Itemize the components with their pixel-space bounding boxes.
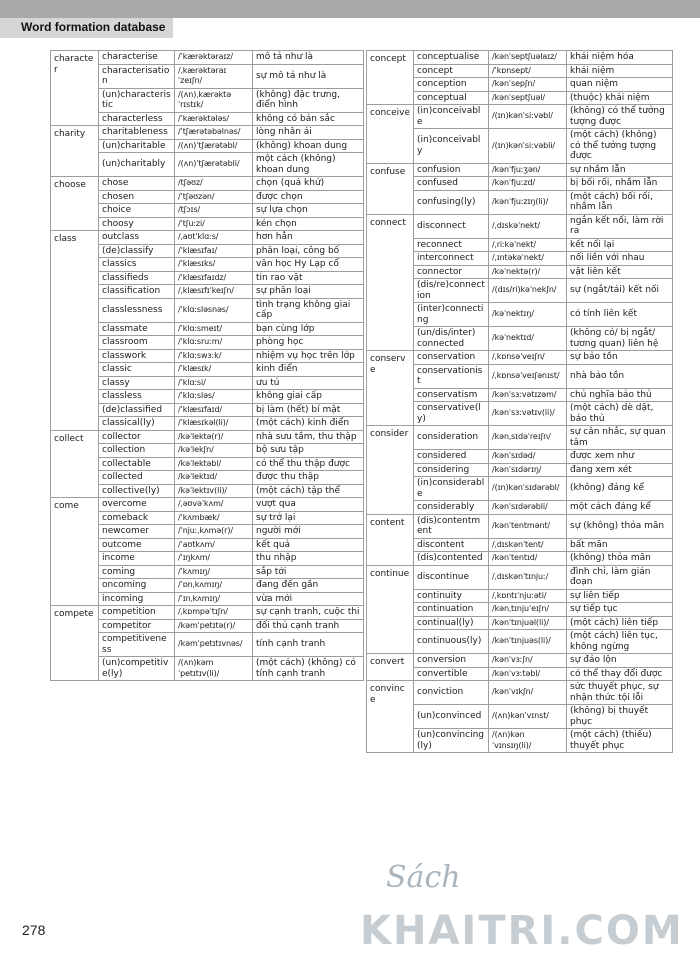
meaning: có tính liên kết	[567, 303, 673, 327]
derived-word: classifieds	[99, 271, 175, 285]
pronunciation: /(dɪs/ri)kəˈnekʃn/	[489, 279, 567, 303]
root-word: compete	[51, 606, 99, 681]
pronunciation: /kənˈseptʃuəl/	[489, 91, 567, 105]
pronunciation: /ˌkɒnsəˈveɪʃn/	[489, 351, 567, 365]
pronunciation: /kəmˈpetɪtɪvnəs/	[175, 633, 253, 657]
derived-word: collective(ly)	[99, 484, 175, 498]
pronunciation: /ˈklæsɪfaɪd/	[175, 403, 253, 417]
derived-word: considering	[414, 463, 489, 477]
meaning: sự (ngắt/tái) kết nối	[567, 279, 673, 303]
meaning: không giai cấp	[253, 390, 364, 404]
derived-word: characterless	[99, 112, 175, 126]
derived-word: choosy	[99, 217, 175, 231]
meaning: (không) đáng kể	[567, 477, 673, 501]
derived-word: choice	[99, 204, 175, 218]
meaning: bị bối rối, nhầm lẫn	[567, 177, 673, 191]
derived-word: concept	[414, 64, 489, 78]
root-word: continue	[367, 565, 414, 654]
meaning: sự liên tiếp	[567, 589, 673, 603]
derived-word: (in)considerable	[414, 477, 489, 501]
table-row	[367, 654, 673, 668]
derived-word: collection	[99, 444, 175, 458]
derived-word: discontent	[414, 538, 489, 552]
derived-word: disconnect	[414, 214, 489, 238]
derived-word: connector	[414, 265, 489, 279]
meaning: vật liên kết	[567, 265, 673, 279]
derived-word: (un)competitive(ly)	[99, 657, 175, 681]
derived-word: (un)charitably	[99, 153, 175, 177]
pronunciation: /ˈklæsɪfaɪ/	[175, 244, 253, 258]
meaning: sự trở lại	[253, 511, 364, 525]
derived-word: continual(ly)	[414, 616, 489, 630]
meaning: bất mãn	[567, 538, 673, 552]
derived-word: classical(ly)	[99, 417, 175, 431]
table-row	[51, 430, 364, 444]
pronunciation: /kənˈseptʃuəlaɪz/	[489, 51, 567, 65]
pronunciation: /(ʌn)kənˈvɪnsɪŋ(li)/	[489, 729, 567, 753]
derived-word: chosen	[99, 190, 175, 204]
derived-word: classroom	[99, 336, 175, 350]
table-row	[51, 498, 364, 512]
pronunciation: /kəˈlektɪv(li)/	[175, 484, 253, 498]
derived-word: conceptual	[414, 91, 489, 105]
pronunciation: /kənˈvɜːʃn/	[489, 654, 567, 668]
meaning: phòng học	[253, 336, 364, 350]
derived-word: (in)conceivable	[414, 105, 489, 129]
derived-word: confusion	[414, 163, 489, 177]
meaning: mô tả như là	[253, 51, 364, 65]
derived-word: (un)convinced	[414, 705, 489, 729]
table-row	[51, 606, 364, 620]
derived-word: income	[99, 552, 175, 566]
pronunciation: /ˌdɪskəˈnekt/	[489, 214, 567, 238]
pronunciation: /kənˈsepʃn/	[489, 78, 567, 92]
pronunciation: /ˈklɑːsi/	[175, 376, 253, 390]
pronunciation: /(ɪn)kənˈsiːvəbli/	[489, 129, 567, 164]
table-row	[51, 126, 364, 140]
derived-word: interconnect	[414, 252, 489, 266]
meaning: (một cách) (thiếu) thuyết phục	[567, 729, 673, 753]
pronunciation: /kənˈsɜːvətɪzəm/	[489, 388, 567, 402]
pronunciation: /ˈkʌmɪŋ/	[175, 565, 253, 579]
meaning: sức thuyết phục, sự nhận thức tội lỗi	[567, 681, 673, 705]
pronunciation: /kənˈsɜːvətɪv(li)/	[489, 402, 567, 426]
meaning: kinh điển	[253, 363, 364, 377]
derived-word: characterisation	[99, 64, 175, 88]
derived-word: overcome	[99, 498, 175, 512]
root-word: character	[51, 51, 99, 126]
meaning: tình trạng không giai cấp	[253, 298, 364, 322]
meaning: đình chỉ, làm gián đoạn	[567, 565, 673, 589]
watermark-logo	[360, 858, 700, 966]
derived-word: (un)charitable	[99, 139, 175, 153]
meaning: sự cân nhắc, sự quan tâm	[567, 426, 673, 450]
meaning: (thuộc) khái niệm	[567, 91, 673, 105]
derived-word: classlessness	[99, 298, 175, 322]
derived-word: comeback	[99, 511, 175, 525]
derived-word: classification	[99, 285, 175, 299]
root-word: connect	[367, 214, 414, 351]
pronunciation: /kəˈlektə(r)/	[175, 430, 253, 444]
meaning: đang xem xét	[567, 463, 673, 477]
derived-word: (un)characteristic	[99, 88, 175, 112]
meaning: sự (không) thỏa mãn	[567, 514, 673, 538]
derived-word: incoming	[99, 592, 175, 606]
meaning: được chọn	[253, 190, 364, 204]
root-word: content	[367, 514, 414, 565]
derived-word: characterise	[99, 51, 175, 65]
pronunciation: /ˌaʊtˈklɑːs/	[175, 231, 253, 245]
meaning: lòng nhân ái	[253, 126, 364, 140]
meaning: (một cách) (không) có thể tưởng tượng được	[567, 129, 673, 164]
pronunciation: /ˌdɪskənˈtent/	[489, 538, 567, 552]
pronunciation: /kənˈfjuːʒən/	[489, 163, 567, 177]
table-row	[367, 681, 673, 705]
derived-word: collector	[99, 430, 175, 444]
table-row	[367, 514, 673, 538]
pronunciation: /kəˈlektɪd/	[175, 471, 253, 485]
meaning: khái niệm hóa	[567, 51, 673, 65]
derived-word: (inter)connecting	[414, 303, 489, 327]
pronunciation: /kəmˈpetɪtə(r)/	[175, 619, 253, 633]
meaning: chọn (quá khứ)	[253, 177, 364, 191]
pronunciation: /kənˈtentmənt/	[489, 514, 567, 538]
meaning: (một cách) tập thể	[253, 484, 364, 498]
section-title-box	[0, 18, 173, 38]
pronunciation: /ˌriːkəˈnekt/	[489, 238, 567, 252]
pronunciation: /kənˈfjuːzɪŋ(li)/	[489, 190, 567, 214]
derived-word: (de)classified	[99, 403, 175, 417]
derived-word: considerably	[414, 501, 489, 515]
pronunciation: /ˌɪntəkəˈnekt/	[489, 252, 567, 266]
meaning: tính cạnh tranh	[253, 633, 364, 657]
pronunciation: /(ʌn)kəmˈpetɪtɪv(li)/	[175, 657, 253, 681]
table-row	[51, 51, 364, 65]
root-word: confuse	[367, 163, 414, 214]
derived-word: considered	[414, 450, 489, 464]
pronunciation: /ˈklæsɪk/	[175, 363, 253, 377]
table-row	[367, 214, 673, 238]
meaning: khái niệm	[567, 64, 673, 78]
meaning: được xem như	[567, 450, 673, 464]
root-word: charity	[51, 126, 99, 177]
pronunciation: /tʃɔɪs/	[175, 204, 253, 218]
root-word: collect	[51, 430, 99, 498]
pronunciation: /ˈklæsɪfaɪdz/	[175, 271, 253, 285]
pronunciation: /ˈklɑːsmeɪt/	[175, 322, 253, 336]
meaning: đối thủ cạnh tranh	[253, 619, 364, 633]
watermark-main: KHAITRI.COM	[360, 908, 684, 954]
meaning: (một cách) liên tiếp	[567, 616, 673, 630]
word-formation-table-left	[50, 50, 364, 681]
root-word: consider	[367, 426, 414, 515]
pronunciation: /ˌklæsɪfɪˈkeɪʃn/	[175, 285, 253, 299]
derived-word: (dis/re)connection	[414, 279, 489, 303]
derived-word: conservatism	[414, 388, 489, 402]
pronunciation: /tʃəʊz/	[175, 177, 253, 191]
pronunciation: /(ɪn)kənˈsiːvəbl/	[489, 105, 567, 129]
pronunciation: /kənˈfjuːzd/	[489, 177, 567, 191]
pronunciation: /(ɪn)kənˈsɪdərəbl/	[489, 477, 567, 501]
meaning: quan niệm	[567, 78, 673, 92]
pronunciation: /ˈklæsɪkəl(li)/	[175, 417, 253, 431]
section-title: Word formation database	[21, 20, 166, 34]
root-word: conceive	[367, 105, 414, 164]
pronunciation: /ˌəʊvəˈkʌm/	[175, 498, 253, 512]
derived-word: competitor	[99, 619, 175, 633]
pronunciation: /ˈkærəktəraɪz/	[175, 51, 253, 65]
derived-word: collectable	[99, 457, 175, 471]
root-word: class	[51, 231, 99, 431]
derived-word: convertible	[414, 667, 489, 681]
pronunciation: /ˌkærəktəraɪˈzeɪʃn/	[175, 64, 253, 88]
pronunciation: /(ʌn)ˈtʃærətəbli/	[175, 153, 253, 177]
root-word: conserve	[367, 351, 414, 426]
derived-word: conceptualise	[414, 51, 489, 65]
pronunciation: /kəˈlekʃn/	[175, 444, 253, 458]
meaning: nhà sưu tầm, thu thập	[253, 430, 364, 444]
derived-word: consideration	[414, 426, 489, 450]
pronunciation: /kənˈtɪnjuəl(li)/	[489, 616, 567, 630]
pronunciation: /ˈtʃəʊzən/	[175, 190, 253, 204]
pronunciation: /ˈklɑːsruːm/	[175, 336, 253, 350]
derived-word: competition	[99, 606, 175, 620]
meaning: đang đến gần	[253, 579, 364, 593]
meaning: một cách (không) khoan dung	[253, 153, 364, 177]
derived-word: (dis)contentment	[414, 514, 489, 538]
derived-word: collected	[99, 471, 175, 485]
pronunciation: /ˈɪnˌkʌmɪŋ/	[175, 592, 253, 606]
pronunciation: /ˈaʊtkʌm/	[175, 538, 253, 552]
root-word: convert	[367, 654, 414, 681]
meaning: (không) đặc trưng, điển hình	[253, 88, 364, 112]
meaning: hơn hẳn	[253, 231, 364, 245]
root-word: concept	[367, 51, 414, 105]
table-row	[367, 565, 673, 589]
meaning: sự nhầm lẫn	[567, 163, 673, 177]
derived-word: classless	[99, 390, 175, 404]
pronunciation: /kəˈnektɪd/	[489, 327, 567, 351]
pronunciation: /ˈɪŋkʌm/	[175, 552, 253, 566]
meaning: (không) có thể tưởng tượng được	[567, 105, 673, 129]
derived-word: (dis)contented	[414, 552, 489, 566]
pronunciation: /ˌkɒnsəˈveɪʃənɪst/	[489, 364, 567, 388]
pronunciation: /kənˈvɜːtəbl/	[489, 667, 567, 681]
derived-word: (in)conceivably	[414, 129, 489, 164]
meaning: nhiệm vụ học trên lớp	[253, 349, 364, 363]
derived-word: coming	[99, 565, 175, 579]
meaning: (không) bị thuyết phục	[567, 705, 673, 729]
derived-word: classic	[99, 363, 175, 377]
derived-word: conversion	[414, 654, 489, 668]
table-row	[367, 105, 673, 129]
meaning: vượt qua	[253, 498, 364, 512]
derived-word: confused	[414, 177, 489, 191]
meaning: người mới	[253, 525, 364, 539]
derived-word: reconnect	[414, 238, 489, 252]
pronunciation: /ˈkærəktələs/	[175, 112, 253, 126]
derived-word: (un)convincing(ly)	[414, 729, 489, 753]
meaning: (một cách) liên tục, không ngừng	[567, 630, 673, 654]
meaning: phân loại, công bố	[253, 244, 364, 258]
pronunciation: /ˈnjuːˌkʌmə(r)/	[175, 525, 253, 539]
derived-word: conservation	[414, 351, 489, 365]
meaning: vừa mới	[253, 592, 364, 606]
pronunciation: /ˈkɒnsept/	[489, 64, 567, 78]
meaning: (một cách) (không) có tính cạnh tranh	[253, 657, 364, 681]
meaning: kén chọn	[253, 217, 364, 231]
meaning: có thể thu thập được	[253, 457, 364, 471]
meaning: chủ nghĩa bảo thủ	[567, 388, 673, 402]
pronunciation: /kənˌsɪdəˈreɪʃn/	[489, 426, 567, 450]
table-row	[367, 51, 673, 65]
derived-word: outclass	[99, 231, 175, 245]
meaning: kết nối lại	[567, 238, 673, 252]
derived-word: classy	[99, 376, 175, 390]
top-bar	[0, 0, 700, 18]
root-word: convince	[367, 681, 414, 753]
table-row	[51, 231, 364, 245]
derived-word: continuous(ly)	[414, 630, 489, 654]
derived-word: conservative(ly)	[414, 402, 489, 426]
meaning: (không) khoan dung	[253, 139, 364, 153]
meaning: sự tiếp tục	[567, 603, 673, 617]
pronunciation: /kəˈnektɪŋ/	[489, 303, 567, 327]
table-row	[367, 426, 673, 450]
pronunciation: /kəˈnektə(r)/	[489, 265, 567, 279]
meaning: bộ sưu tập	[253, 444, 364, 458]
meaning: văn học Hy Lạp cổ	[253, 258, 364, 272]
pronunciation: /kənˈtentɪd/	[489, 552, 567, 566]
meaning: ưu tú	[253, 376, 364, 390]
pronunciation: /ˈklæsɪks/	[175, 258, 253, 272]
derived-word: newcomer	[99, 525, 175, 539]
table-row	[51, 177, 364, 191]
meaning: một cách đáng kể	[567, 501, 673, 515]
pronunciation: /kənˈsɪdəd/	[489, 450, 567, 464]
derived-word: chose	[99, 177, 175, 191]
pronunciation: /kənˈtɪnjuəs(li)/	[489, 630, 567, 654]
derived-word: continuity	[414, 589, 489, 603]
pronunciation: /kənˌtɪnjuˈeɪʃn/	[489, 603, 567, 617]
derived-word: conviction	[414, 681, 489, 705]
pronunciation: /ˈtʃuːzi/	[175, 217, 253, 231]
derived-word: classmate	[99, 322, 175, 336]
meaning: (một cách) bối rối, nhầm lẫn	[567, 190, 673, 214]
pronunciation: /(ʌn)ˈtʃærətəbl/	[175, 139, 253, 153]
meaning: sự đảo lộn	[567, 654, 673, 668]
watermark-script: Sách	[386, 860, 461, 895]
derived-word: conception	[414, 78, 489, 92]
meaning: kết quả	[253, 538, 364, 552]
meaning: có thể thay đổi được	[567, 667, 673, 681]
derived-word: continuation	[414, 603, 489, 617]
meaning: tin rao vặt	[253, 271, 364, 285]
pronunciation: /kəˈlektəbl/	[175, 457, 253, 471]
meaning: sắp tới	[253, 565, 364, 579]
pronunciation: /ˈɒnˌkʌmɪŋ/	[175, 579, 253, 593]
meaning: nối liền với nhau	[567, 252, 673, 266]
meaning: sự bảo tồn	[567, 351, 673, 365]
derived-word: (un/dis/inter) connected	[414, 327, 489, 351]
meaning: bạn cùng lớp	[253, 322, 364, 336]
meaning: nhà bảo tồn	[567, 364, 673, 388]
table-left-body	[51, 51, 364, 681]
meaning: không có bản sắc	[253, 112, 364, 126]
derived-word: oncoming	[99, 579, 175, 593]
meaning: (một cách) dè dặt, bảo thủ	[567, 402, 673, 426]
derived-word: competitiveness	[99, 633, 175, 657]
derived-word: charitableness	[99, 126, 175, 140]
derived-word: (de)classify	[99, 244, 175, 258]
pronunciation: /ˈklɑːsləs/	[175, 390, 253, 404]
pronunciation: /ˌkɒntɪˈnjuːəti/	[489, 589, 567, 603]
meaning: sự mô tả như là	[253, 64, 364, 88]
pronunciation: /ˌkɒmpəˈtɪʃn/	[175, 606, 253, 620]
pronunciation: /kənˈsɪdərɪŋ/	[489, 463, 567, 477]
meaning: bị làm (hết) bí mật	[253, 403, 364, 417]
derived-word: conservationist	[414, 364, 489, 388]
derived-word: confusing(ly)	[414, 190, 489, 214]
table-right-body	[367, 51, 673, 753]
pronunciation: /(ʌn)ˌkærəktəˈrɪstɪk/	[175, 88, 253, 112]
page-number: 278	[22, 922, 46, 938]
derived-word: outcome	[99, 538, 175, 552]
derived-word: discontinue	[414, 565, 489, 589]
derived-word: classics	[99, 258, 175, 272]
meaning: thu nhập	[253, 552, 364, 566]
meaning: sự lựa chọn	[253, 204, 364, 218]
table-row	[367, 351, 673, 365]
root-word: choose	[51, 177, 99, 231]
pronunciation: /kənˈsɪdərəbli/	[489, 501, 567, 515]
root-word: come	[51, 498, 99, 606]
meaning: sự cạnh tranh, cuộc thi	[253, 606, 364, 620]
pronunciation: /ˈtʃærətəbəlnəs/	[175, 126, 253, 140]
pronunciation: /ˈklɑːsləsnəs/	[175, 298, 253, 322]
pronunciation: /ˈkʌmbæk/	[175, 511, 253, 525]
derived-word: classwork	[99, 349, 175, 363]
pronunciation: /ˈklɑːswɜːk/	[175, 349, 253, 363]
meaning: sự phân loại	[253, 285, 364, 299]
table-row	[367, 163, 673, 177]
pronunciation: /kənˈvɪkʃn/	[489, 681, 567, 705]
meaning: (một cách) kinh điển	[253, 417, 364, 431]
meaning: (không) thỏa mãn	[567, 552, 673, 566]
meaning: được thu thập	[253, 471, 364, 485]
meaning: ngắn kết nối, làm rời ra	[567, 214, 673, 238]
word-formation-table-right	[366, 50, 673, 753]
pronunciation: /ˌdɪskənˈtɪnjuː/	[489, 565, 567, 589]
pronunciation: /(ʌn)kənˈvɪnst/	[489, 705, 567, 729]
meaning: (không có/ bị ngắt/ tương quan) liên hệ	[567, 327, 673, 351]
